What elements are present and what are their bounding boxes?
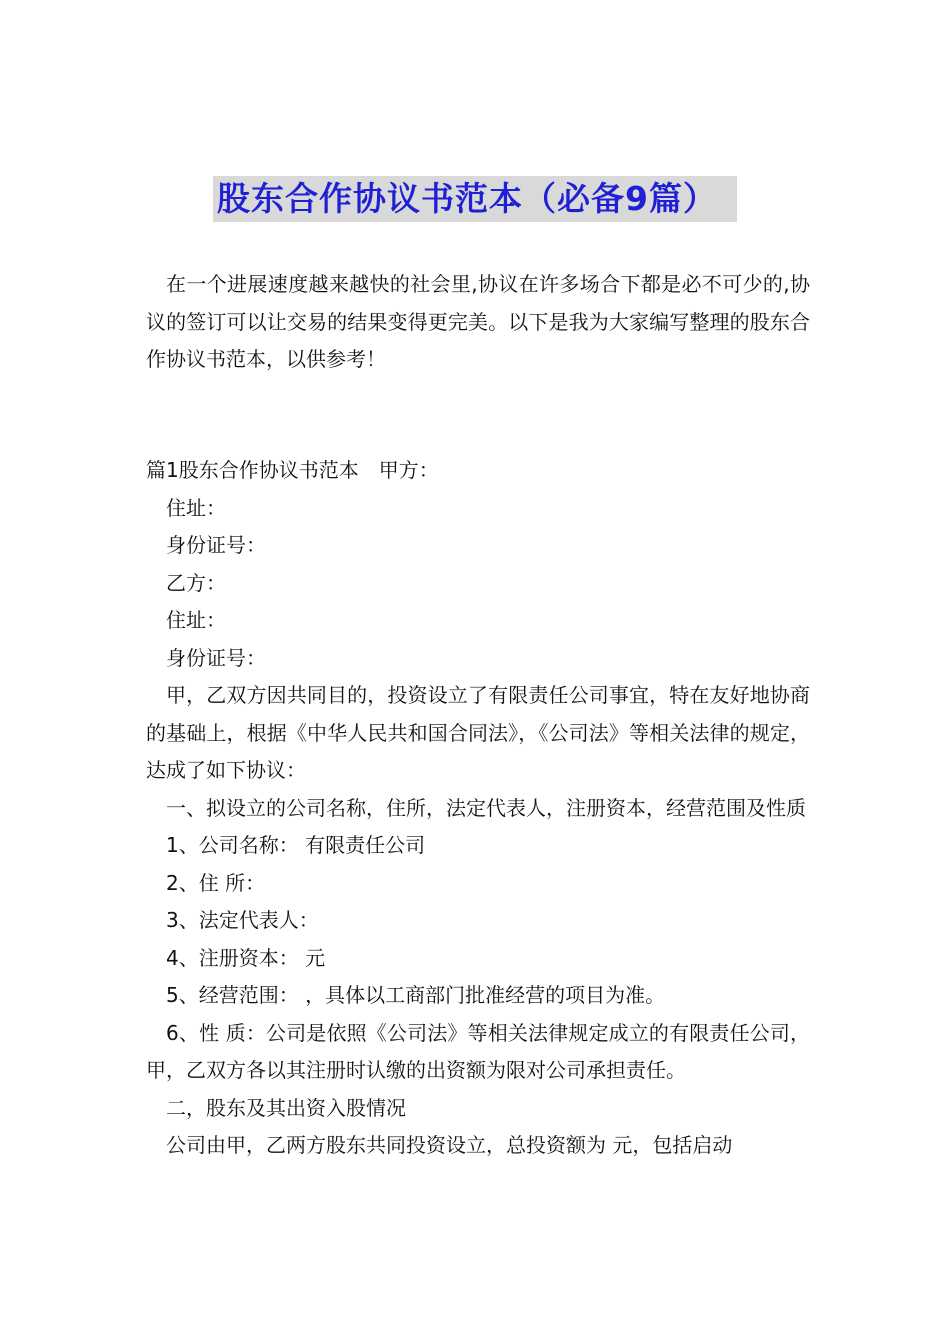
clause-company-name: 1、公司名称： 有限责任公司: [166, 833, 426, 857]
clause-scope: 5、经营范围： ，具体以工商部门批准经营的项目为准。: [166, 983, 666, 1007]
party-b-id: 身份证号：: [166, 645, 266, 670]
investment-paragraph: 公司由甲，乙两方股东共同投资设立，总投资额为 元，包括启动: [166, 1133, 733, 1157]
party-a-address: 住址：: [166, 495, 226, 520]
article-two-heading: 二，股东及其出资入股情况: [166, 1095, 406, 1120]
clause-nature: 6、性 质：公司是依照《公司法》等相关法律规定成立的有限责任公司，甲，乙双方各以其注册时认缴的出资额为限对公司承担责任。: [146, 1020, 810, 1082]
document-title: 股东合作协议书范本（必备9篇）: [213, 176, 737, 222]
preamble-paragraph: 甲，乙双方因共同目的，投资设立了有限责任公司事宜，特在友好地协商的基础上，根据《中华人民共和国合同法》，《公司法》等相关法律的规定，达成了如下协议：: [146, 683, 810, 782]
title-container: [0, 176, 950, 222]
party-b: 乙方：: [166, 570, 226, 595]
section-heading: 篇1股东合作协议书范本 甲方：: [146, 458, 439, 482]
party-b-address: 住址：: [166, 608, 226, 632]
clause-capital: 4、注册资本： 元: [166, 945, 326, 970]
clause-address: 2、住 所：: [166, 870, 266, 895]
agreement-body: [146, 452, 810, 1165]
clause-legal-rep: 3、法定代表人：: [166, 908, 319, 932]
intro-section: [146, 266, 810, 379]
article-one-heading: 一、拟设立的公司名称，住所，法定代表人，注册资本，经营范围及性质: [166, 795, 806, 820]
intro-paragraph: 在一个进展速度越来越快的社会里,协议在许多场合下都是必不可少的,协议的签订可以让交易的结果变得更完美。以下是我为大家编写整理的股东合作协议书范本，以供参考！: [146, 272, 810, 371]
party-a-id: 身份证号：: [166, 533, 266, 557]
